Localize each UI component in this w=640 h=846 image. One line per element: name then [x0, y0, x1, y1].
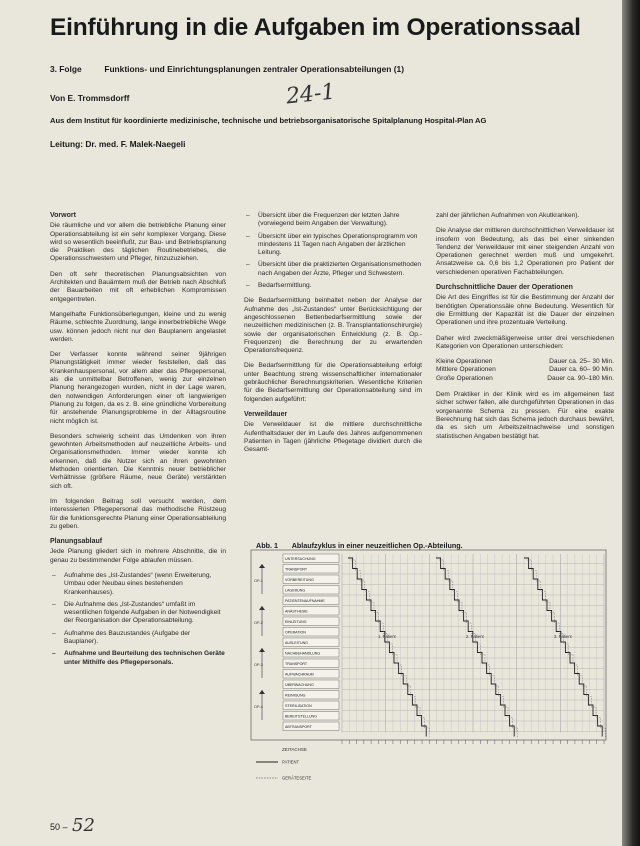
- time-axis-label: ZEITACHSE: [282, 747, 307, 752]
- paragraph: Die Analyse der mittleren durchschnittlichen Verweildauer ist insofern von Bedeutung, als das bei einer sinkenden Tendenz der Verweildauer mit einer steigenden Anzahl von Operationen gerechnet werden muß und umgekehrt. Ansatzweise ca. 0,6 bis 1,2 Operationen pro Patient der verschiedenen operativen Fachabteilungen.: [436, 227, 614, 276]
- paragraph: Jede Planung gliedert sich in mehrere Abschnitte, die in genau zu bestimmender Folge ablaufen müssen.: [50, 548, 226, 564]
- paragraph: Die Bedarfsermittlung beinhaltet neben der Analyse der Aufnahme des „Ist-Zustandes“ unter Berücksichtigung der angeschlossenen Bettenbedarfsermittlung sowie der neuzeitlichen medizinischen (z. B. Transplantationschirurgie) sowie der organisatorischen Entwicklung (z. B. Op.-Frequenzen) die Berechnung der zu erwartenden Operationsfrequenz.: [244, 297, 422, 355]
- heading-vorwort: Vorwort: [50, 212, 76, 219]
- table-cell: Dauer ca. 60– 90 Min.: [549, 366, 614, 374]
- diagram-row-label: AUSLEITUNG: [285, 640, 308, 645]
- diagram-row-label: ÜBERWACHUNG: [285, 682, 314, 687]
- paragraph: Besonders schwierig scheint das Umdenken von ihren gewohnten Arbeitsmethoden auf neuzeitliche Arbeits- und Organisationsmethoden. Immer wieder konnte ich erkennen, daß die Nutzer sich an ihren gewohnten Methoden orientierten. Die Kenntnis neuer betrieblicher Verhältnisse (größere Räume, neue Geräte) verstärkten sich oft.: [50, 432, 226, 490]
- diagram-steps: [348, 558, 605, 739]
- patient-marker: 1. Patient: [378, 634, 396, 639]
- direction-line: Leitung: Dr. med. F. Malek-Naegeli: [50, 139, 186, 149]
- side-label: OP-3: [254, 663, 263, 667]
- page-number: 50 –: [50, 822, 68, 832]
- text-column-1: [50, 212, 226, 674]
- list-item: – Bedarfsermittlung.: [258, 282, 422, 290]
- heading-verweildauer: Verweildauer: [244, 410, 288, 418]
- institute-line: Aus dem Institut für koordinierte medizinische, technische und betriebsorganisatorische Spitalplanung Hospital-Plan AG: [50, 116, 487, 125]
- diagram-row-label: OPERATION: [285, 630, 306, 635]
- paragraph: Im folgenden Beitrag soll versucht werden, dem interessierten Pflegepersonal das methodische Rüstzeug für die funktionsgerechte Planung einer Operationsabteilung zu geben.: [50, 497, 226, 530]
- paragraph: Die räumliche und vor allem die betriebliche Planung einer Operationsabteilung ist ein sehr komplexer Vorgang. Diese wird so wesentlich beeinflußt, zur Bau- und Betriebsplanung die Praktiken des täglichen Routinebetriebes, die Operationsschwestern und Pfleger, hinzuzuziehen.: [50, 222, 226, 263]
- side-arrow-head: [259, 606, 265, 610]
- diagram-row-label: TRANSPORT: [285, 567, 308, 572]
- diagram-row-label: STERILISATION: [285, 703, 312, 708]
- side-arrow-head: [259, 564, 265, 568]
- list-item: – Übersicht über die Frequenzen der letzten Jahre (vorwiegend beim Angaben der Verwaltung).: [258, 212, 422, 229]
- list-item: – Aufnahme des Bauzustandes (Aufgabe der Bauplaner).: [64, 630, 226, 647]
- list-item: – Aufnahme und Beurteilung des technischen Geräte unter Mithilfe des Pflegepersonals.: [64, 650, 226, 667]
- patient-marker: 2. Patient: [466, 634, 484, 639]
- diagram-row-label: TRANSPORT: [285, 661, 308, 666]
- diagram-row-label: BEREITSTELLUNG: [285, 714, 317, 719]
- list-item: – Aufnahme des „Ist-Zustandes“ (wenn Erweiterung, Umbau oder Neubau eines bestehenden Krankenhauses).: [64, 572, 226, 597]
- text-column-3: [436, 212, 614, 448]
- cycle-staircase-dashed: [527, 560, 605, 739]
- paragraph: Daher wird zweckmäßigerweise unter drei verschiedenen Kategorien von Operationen unterschieden:: [436, 334, 614, 350]
- diagram-legend: [256, 760, 312, 781]
- author-line: Von E. Trommsdorff: [50, 93, 130, 103]
- figure-caption-text: Ablaufzyklus in einer neuzeitlichen Op.-Abteilung.: [291, 541, 463, 550]
- overview-list: [244, 212, 422, 290]
- diagram-rows: [283, 554, 339, 731]
- list-item: – Übersicht über ein typisches Operationsprogramm von mindestens 11 Tagen nach Angaben der ärztlichen Leitung.: [258, 233, 422, 258]
- paragraph: Die Verweildauer ist die mittlere durchschnittliche Aufenthaltsdauer der im Laufe des Jahres aufgenommenen Patienten in Tagen (jährliche Pflegetage dividiert durch die Gesamt-: [244, 421, 422, 454]
- series-title: Funktions- und Einrichtungsplanungen zentraler Operationsabteilungen (1): [104, 64, 404, 74]
- diagram-row-label: ANÄSTHESIE: [285, 609, 308, 614]
- heading-planungsablauf: Planungsablauf: [50, 538, 103, 546]
- legend-label: PATIENT: [282, 759, 300, 765]
- paragraph: Dem Praktiker in der Klinik wird es im allgemeinen fast sicher schwer fallen, alle durchgeführten Operationen in das vorgenannte Schema zu pressen. Für eine exakte Berechnung hat sich das Schema jedoch durchaus bewährt, da es sich um Arbeitszeitnachweise und sonstigen statistischen Angaben bestätigt hat.: [436, 391, 614, 440]
- diagram-grid: [342, 554, 604, 744]
- table-row: [436, 358, 614, 366]
- side-arrow-head: [259, 648, 265, 652]
- cycle-staircase: [348, 558, 426, 737]
- planning-list: [50, 572, 226, 667]
- cycle-staircase: [436, 558, 514, 737]
- side-label: OP-4: [254, 705, 263, 709]
- diagram-markers: [378, 634, 573, 639]
- text-column-2: [244, 212, 422, 461]
- diagram-row-label: VORBEREITUNG: [285, 577, 314, 582]
- paragraph: Die Bedarfsermittlung für die Operationsabteilung erfolgt unter Beachtung streng wissenschaftlicher internationaler gebräuchlicher Berechnungskriterien. Wesentliche Kriterien für die Bedarfsermittlung der Operationsabteilung sind im folgenden aufgeführt:: [244, 362, 422, 403]
- cycle-staircase-dashed: [351, 560, 429, 739]
- paragraph: Die Art des Eingriffes ist für die Bestimmung der Anzahl der benötigten Operationssäle ohne Bedeutung. Wesentlich für die Ermittlung der Kapazität ist die Dauer der einzelnen Operationen und ihre prozentuale Verteilung.: [436, 294, 614, 327]
- series-label: 3. Folge: [50, 64, 82, 74]
- article-title: Einführung in die Aufgaben im Operationssaal: [50, 14, 581, 41]
- duration-table: [436, 358, 614, 383]
- diagram-row-label: NACHBEHANDLUNG: [285, 651, 321, 656]
- table-cell: Dauer ca. 25– 30 Min.: [549, 358, 614, 366]
- list-item: – Übersicht über die praktizierten Organisationsmethoden nach Angaben der Ärzte, Pfleger und Schwestern.: [258, 261, 422, 278]
- table-cell: Mittlere Operationen: [436, 366, 496, 374]
- diagram-row-label: UNTERSUCHUNG: [285, 556, 316, 561]
- table-cell: Große Operationen: [436, 374, 493, 382]
- cycle-staircase-dashed: [439, 560, 517, 739]
- side-arrow-head: [259, 690, 265, 694]
- diagram-row-label: EINLEITUNG: [285, 619, 307, 624]
- series-line: [50, 64, 404, 74]
- figure-label: Abb. 1: [256, 541, 278, 550]
- table-row: [436, 366, 614, 374]
- side-label: OP-1: [254, 579, 263, 583]
- diagram-row-label: REINIGUNG: [285, 693, 306, 698]
- legend-label: GERÄTESEITE: [282, 775, 312, 781]
- cycle-diagram: [250, 548, 610, 798]
- table-cell: Kleine Operationen: [436, 358, 493, 366]
- handwritten-note: 24-1: [284, 79, 337, 110]
- cycle-staircase: [524, 558, 602, 737]
- side-label: OP-2: [254, 621, 263, 625]
- handwritten-page-number: 52: [72, 815, 95, 836]
- patient-marker: 3. Patient: [554, 634, 572, 639]
- table-row: [436, 375, 614, 383]
- book-spine-shadow: [622, 0, 640, 846]
- paragraph: Den oft sehr theoretischen Planungsabsichten von Architekten und Bauämtern muß der Betrieb nach Abschluß der Bauarbeiten mit oft erheblichen Kompromissen entgegentreten.: [50, 270, 226, 303]
- paragraph: zahl der jährlichen Aufnahmen von Akutkranken).: [436, 212, 580, 219]
- diagram-side-labels: [254, 564, 265, 720]
- table-cell: Dauer ca. 90–180 Min.: [547, 374, 614, 382]
- diagram-row-label: AUFWACHRAUM: [285, 672, 314, 677]
- diagram-row-label: LAGERUNG: [285, 588, 306, 593]
- paragraph: Der Verfasser konnte während seiner 9jährigen Planungstätigkeit immer wieder feststellen, daß das Krankenhauspersonal, vor allem aber das Pflegepersonal, als die unmittelbar Betroffenen, wenig zur einzelnen Planung herangezogen wurden, nicht in der Lage waren, den notwendigen Anforderungen einer oft langwierigen Planung zu folgen, da es z. B. eine gründliche Vorbereitung für anstehende Planungsprobleme in der Alltagsroutine nicht möglich ist.: [50, 351, 226, 425]
- list-item: – Die Aufnahme des „Ist-Zustandes“ umfaßt im wesentlichen folgende Aufgaben in der Notwendigkeit der Reorganisation der Operationsabteilung.: [64, 601, 226, 626]
- heading-dauer: Durchschnittliche Dauer der Operationen: [436, 284, 573, 292]
- diagram-row-label: PATIENTENAUFNAHME: [285, 598, 325, 603]
- paragraph: Mangelhafte Funktionsüberlegungen, kleine und zu wenig Räume, schlechte Zuordnung, lange innerbetriebliche Wege usw. können jedoch nicht nur den Bauplanern angelastet werden.: [50, 310, 226, 343]
- diagram-row-label: ABTRANSPORT: [285, 724, 312, 729]
